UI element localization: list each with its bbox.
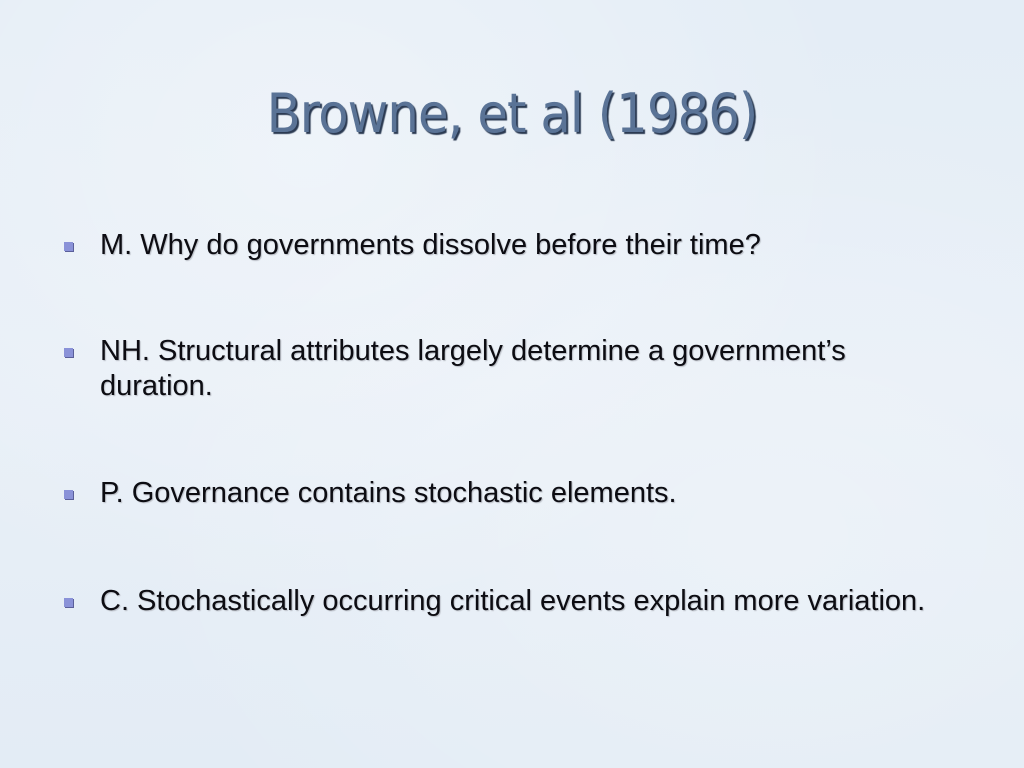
square-bullet-icon	[64, 598, 73, 607]
bullet-text: P. Governance contains stochastic elements.	[100, 477, 677, 509]
bullet-text: NH. Structural attributes largely determine a government’s duration.	[100, 335, 846, 402]
bullet-list	[62, 228, 962, 619]
square-bullet-icon	[64, 348, 73, 357]
bullet-item	[62, 334, 962, 404]
slide-title: Browne, et al (1986)	[266, 82, 758, 145]
bullet-item	[62, 584, 962, 619]
square-bullet-icon	[64, 490, 73, 499]
bullet-text: C. Stochastically occurring critical events explain more variation.	[100, 585, 926, 617]
bullet-item	[62, 476, 962, 511]
bullet-text: M. Why do governments dissolve before their time?	[100, 229, 761, 261]
bullet-item	[62, 228, 962, 263]
square-bullet-icon	[64, 242, 73, 251]
